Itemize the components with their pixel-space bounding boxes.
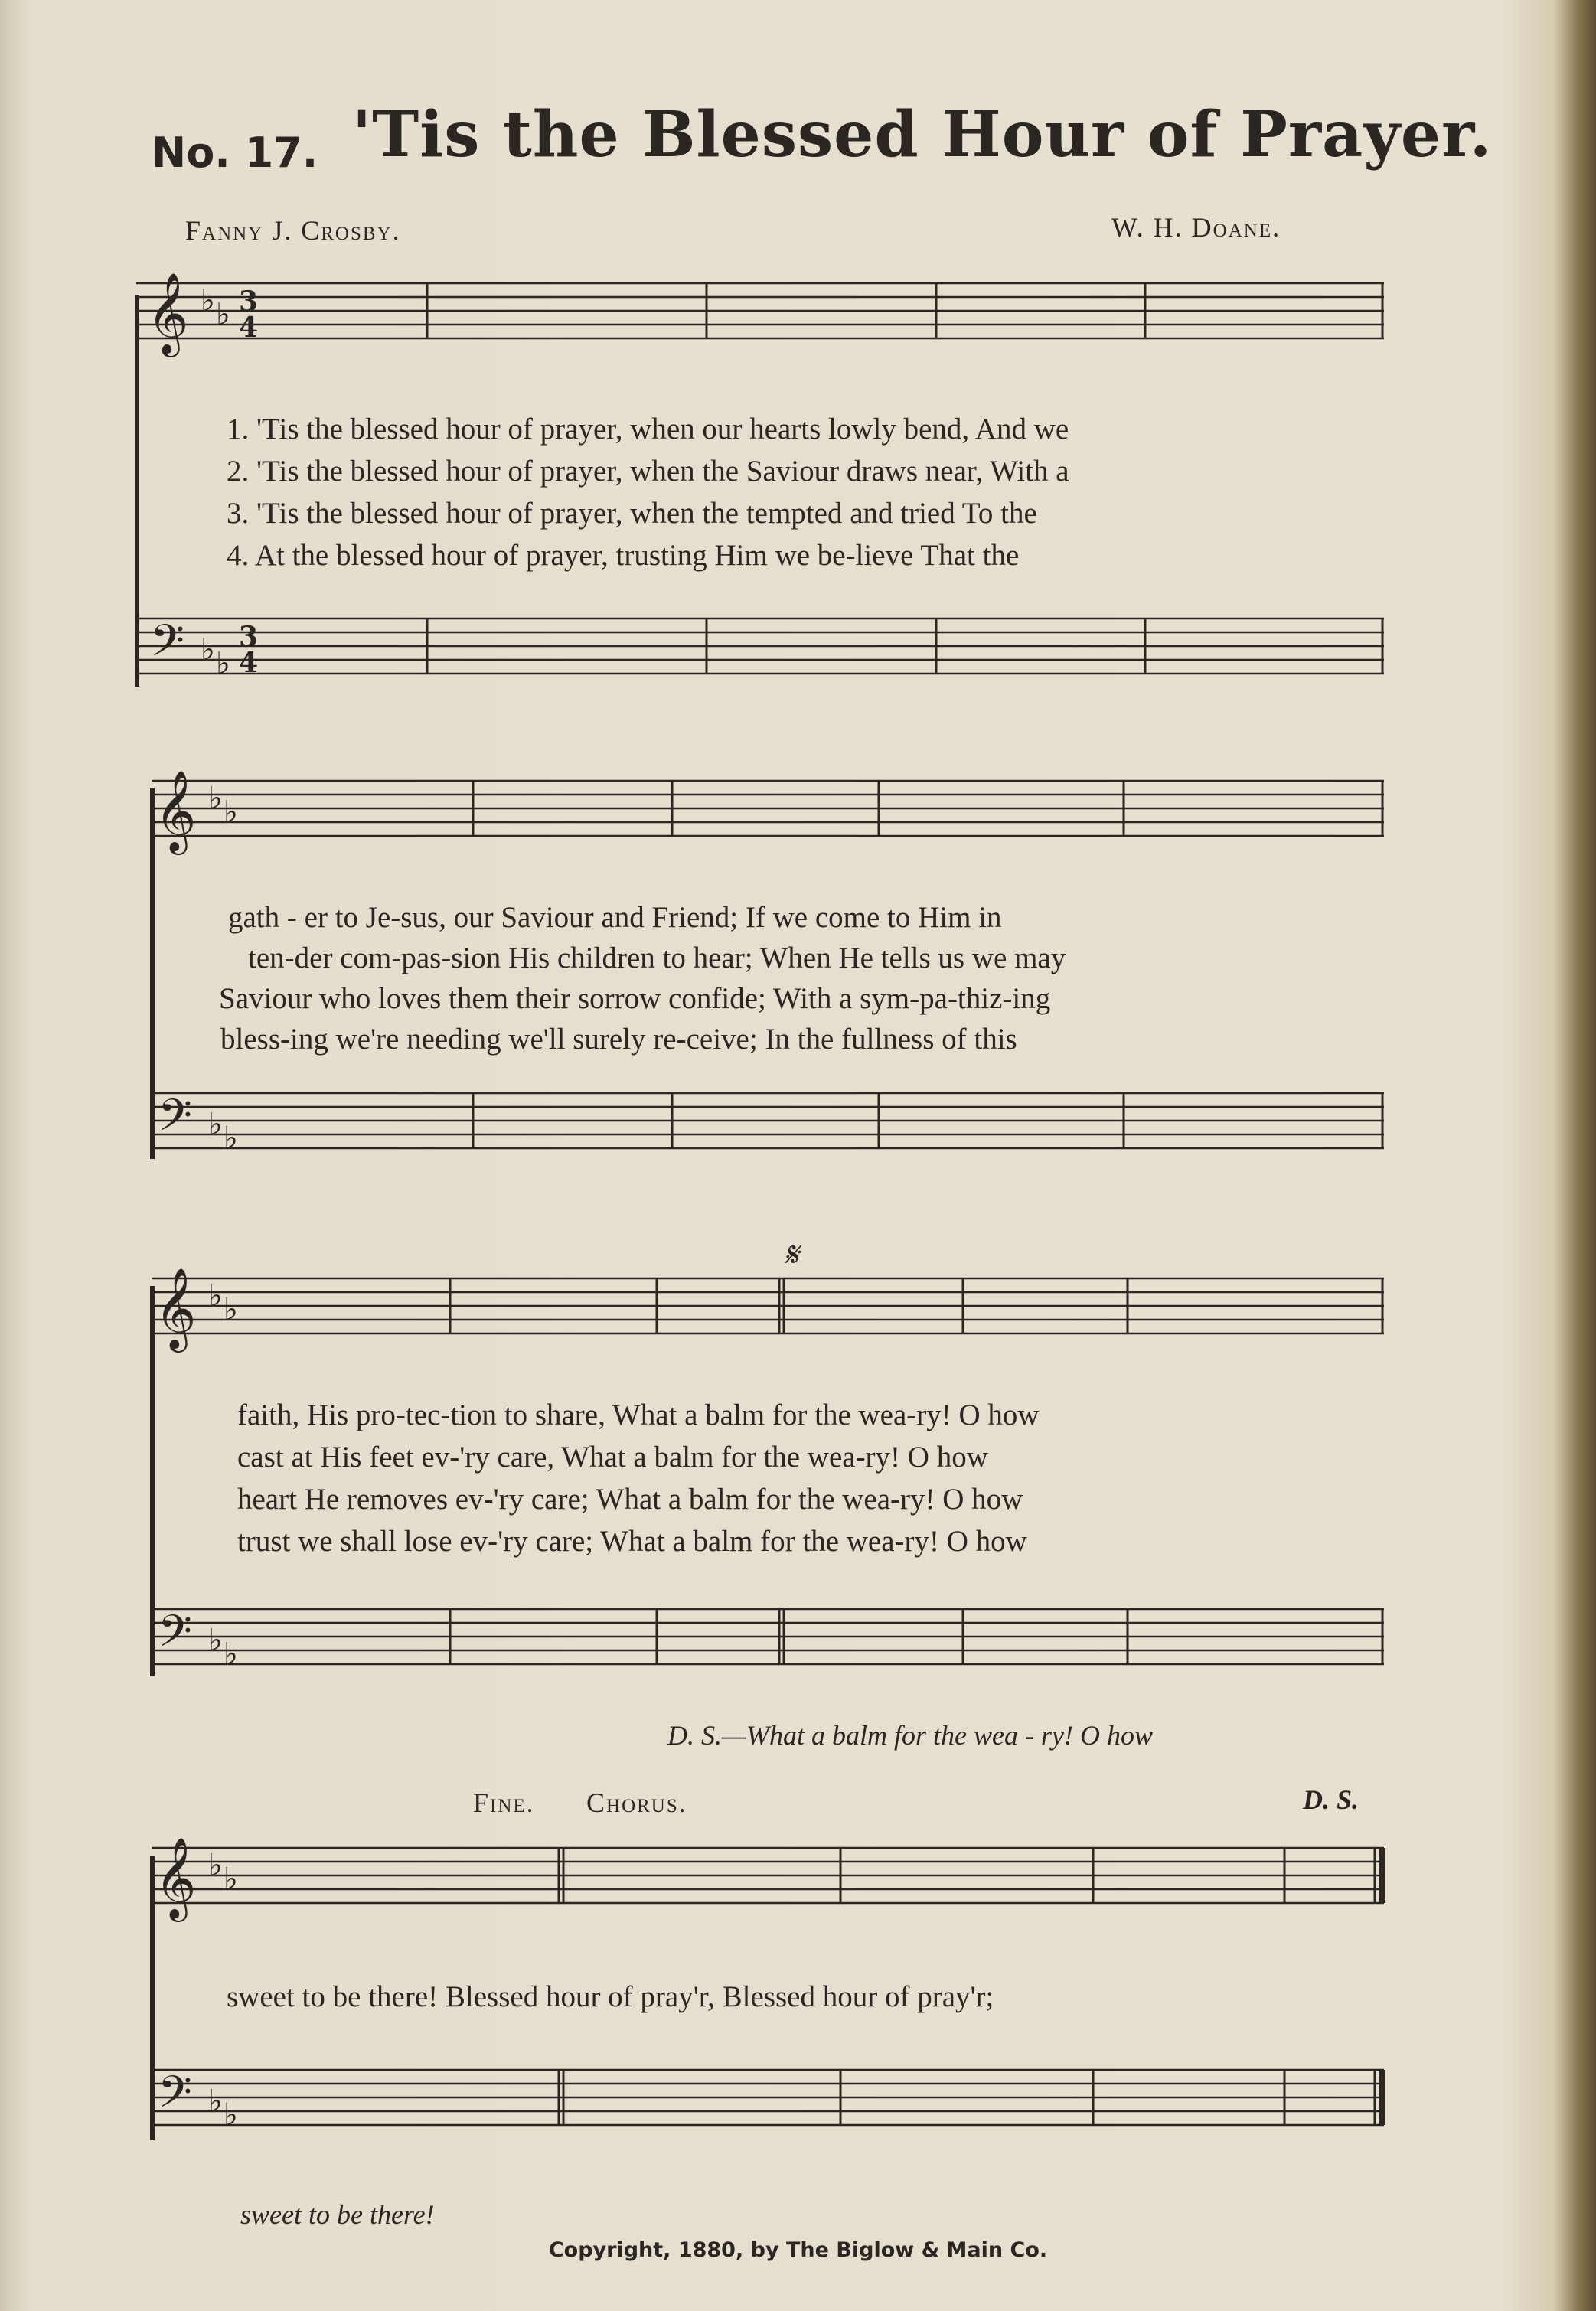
system-2-line-1: gath - er to Je-sus, our Saviour and Friend; If we come to Him in (228, 901, 1002, 934)
hymn-number: No. 17. (152, 129, 318, 177)
svg-text:♭: ♭ (224, 1121, 238, 1156)
svg-text:3: 3 (239, 286, 259, 318)
svg-text:♭: ♭ (224, 795, 238, 830)
svg-text:♭: ♭ (208, 1107, 223, 1142)
svg-text:𝄢: 𝄢 (158, 1605, 193, 1668)
bass-staff-system-2 (152, 1085, 1392, 1154)
svg-text:♭: ♭ (208, 1623, 223, 1658)
treble-staff-system-1 (136, 272, 1392, 354)
svg-text:𝄞: 𝄞 (155, 769, 197, 851)
system-1-brace (135, 295, 139, 687)
stanza-3-line: 3. 'Tis the blessed hour of prayer, when the tempted and tried To the (227, 497, 1037, 530)
bass-staff-system-1 (136, 611, 1392, 680)
svg-text:4: 4 (239, 647, 259, 679)
svg-text:𝄞: 𝄞 (147, 272, 189, 354)
svg-text:♭: ♭ (224, 2097, 238, 2133)
stanza-4-line: 4. At the blessed hour of prayer, trusting Him we be-lieve That the (227, 539, 1020, 572)
bass-staff-system-4 (152, 2062, 1392, 2131)
svg-text:4: 4 (239, 312, 259, 344)
svg-text:𝄋: 𝄋 (784, 1235, 798, 1275)
treble-staff-system-3 (152, 1235, 1392, 1349)
system-2-line-4: bless-ing we're needing we'll surely re-ceive; In the fullness of this (220, 1023, 1017, 1056)
system-3-line-1: faith, His pro-tec-tion to share, What a balm for the wea-ry! O how (237, 1399, 1040, 1431)
system-2-line-2: ten-der com-pas-sion His children to hear; When He tells us we may (248, 942, 1066, 974)
svg-text:♭: ♭ (224, 1637, 238, 1672)
svg-text:♭: ♭ (224, 1862, 238, 1897)
treble-staff-system-2 (152, 769, 1392, 851)
svg-text:♭: ♭ (201, 283, 215, 318)
hymn-title: 'Tis the Blessed Hour of Prayer. (352, 98, 1493, 171)
system-2-line-3: Saviour who loves them their sorrow confide; With a sym-pa-thiz-ing (219, 982, 1051, 1015)
copyright-line: Copyright, 1880, by The Biglow & Main Co. (548, 2238, 1048, 2262)
svg-text:♭: ♭ (216, 297, 230, 332)
svg-text:♭: ♭ (224, 1292, 238, 1327)
svg-text:3: 3 (239, 621, 259, 653)
chorus-label: Chorus. (586, 1787, 687, 1818)
chorus-line: sweet to be there! Blessed hour of pray'r, Blessed hour of pray'r; (227, 1980, 994, 2013)
svg-text:♭: ♭ (208, 781, 223, 816)
treble-staff-system-4 (152, 1836, 1392, 1918)
svg-text:♭: ♭ (208, 1848, 223, 1883)
svg-text:♭: ♭ (208, 2084, 223, 2119)
stanza-1-line: 1. 'Tis the blessed hour of prayer, when our hearts lowly bend, And we (227, 413, 1069, 446)
ds-label: D. S. (1303, 1784, 1359, 1815)
composer-credit: W. H. Doane. (1111, 212, 1281, 243)
system-3-brace (150, 1286, 155, 1676)
svg-text:𝄞: 𝄞 (155, 1267, 197, 1349)
system-3-line-2: cast at His feet ev-'ry care, What a balm for the wea-ry! O how (237, 1441, 988, 1474)
bass-staff-system-3 (152, 1601, 1392, 1670)
system-2-brace (150, 788, 155, 1159)
svg-text:♭: ♭ (201, 632, 215, 668)
svg-text:𝄞: 𝄞 (155, 1836, 197, 1918)
svg-text:♭: ♭ (216, 646, 230, 681)
svg-text:𝄢: 𝄢 (150, 615, 185, 677)
svg-text:𝄢: 𝄢 (158, 1089, 193, 1152)
system-3-line-3: heart He removes ev-'ry care; What a balm for the wea-ry! O how (237, 1483, 1023, 1516)
system-3-line-4: trust we shall lose ev-'ry care; What a balm for the wea-ry! O how (237, 1525, 1027, 1558)
svg-text:𝄢: 𝄢 (158, 2066, 193, 2129)
chorus-bottom-text: sweet to be there! (240, 2199, 435, 2230)
stanza-2-line: 2. 'Tis the blessed hour of prayer, when the Saviour draws near, With a (227, 455, 1069, 488)
fine-label: Fine. (473, 1787, 535, 1818)
dal-segno-text: D. S.—What a balm for the wea - ry! O how (667, 1720, 1153, 1751)
system-4-brace (150, 1856, 155, 2140)
lyricist-credit: Fanny J. Crosby. (185, 215, 401, 246)
svg-text:♭: ♭ (208, 1278, 223, 1314)
